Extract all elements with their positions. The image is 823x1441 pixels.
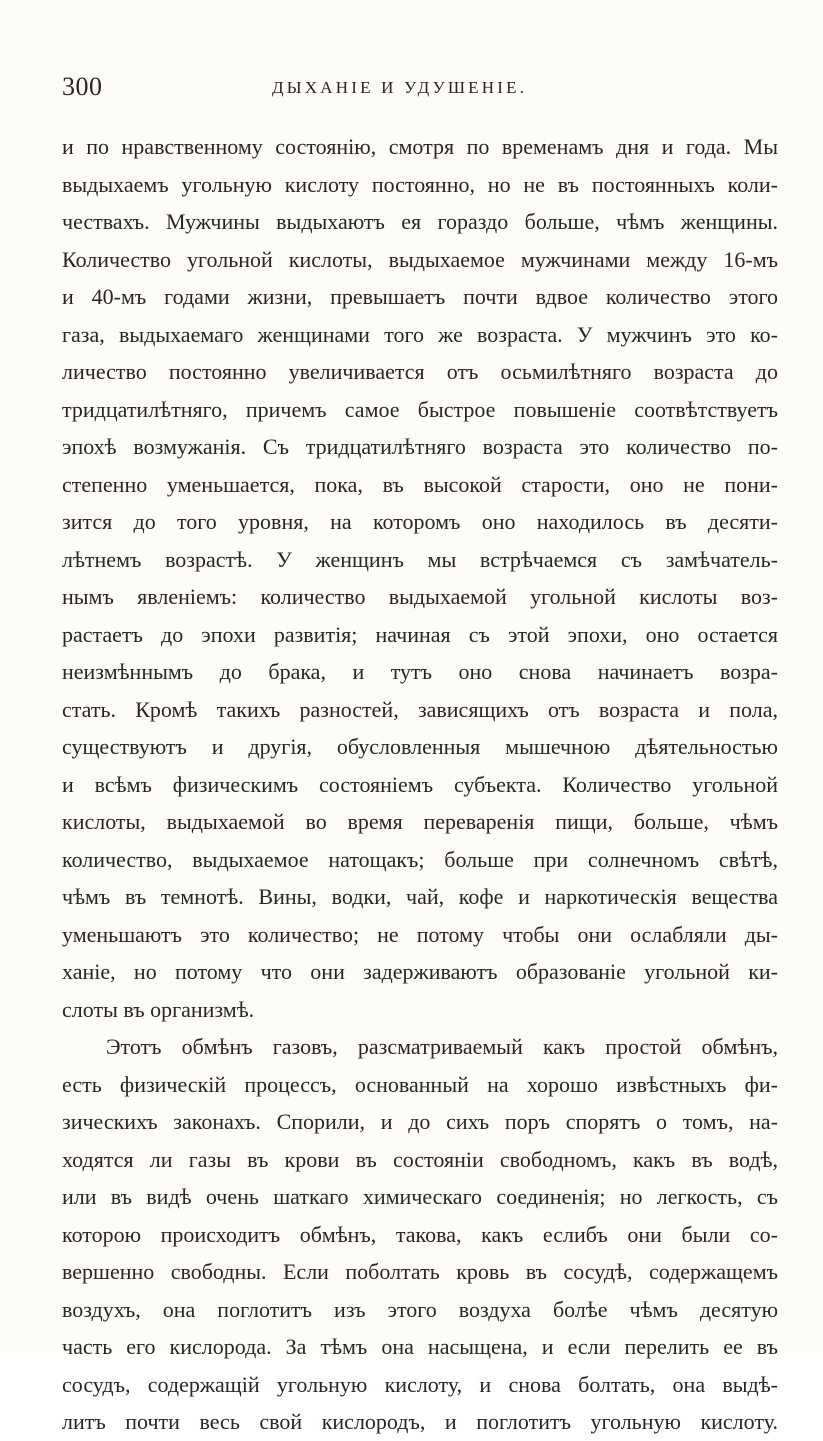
text-line: степенно уменьшается, пока, въ высокой старости, оно не пони- [62,471,778,497]
text-line: часть его кислорода. За тѣмъ она насыщена, и если перелить ее въ [62,1334,778,1359]
text-line: выдыхаемъ угольную кислоту постоянно, но не въ постоянныхъ коли- [62,171,778,197]
text-line: и по нравственному состоянію, смотря по временамъ дня и года. Мы [62,134,778,159]
text-line: чѣмъ въ темнотѣ. Вины, водки, чай, кофе и наркотическія вещества [62,884,778,909]
text-line: есть физическій процессъ, основанный на хорошо извѣстныхъ фи- [62,1071,778,1097]
text-line: существуютъ и другія, обусловленныя мышечною дѣятельностью [62,734,778,759]
text-line: слоты въ организмѣ. [62,996,255,1022]
text-line: неизмѣннымъ до брака, и тутъ оно снова начинаетъ возра- [62,659,778,684]
text-line: эпохѣ возмужанія. Съ тридцатилѣтняго возраста это количество по- [62,434,778,459]
text-line: или въ видѣ очень шаткаго химическаго соединенія; но легкость, съ [62,1184,778,1209]
paragraph-1 [62,128,778,1028]
text-line: сосудъ, содержащій угольную кислоту, и снова болтать, она выдѣ- [62,1371,778,1397]
text-line: Количество угольной кислоты, выдыхаемое мужчинами между 16-мъ [62,246,778,272]
running-head: ДЫХАНІЕ И УДУШЕНІЕ. [272,78,528,97]
text-line: нымъ явленіемъ: количество выдыхаемой угольной кислоты воз- [62,584,778,609]
text-line: и всѣмъ физическимъ состояніемъ субъекта. Количество угольной [62,771,778,797]
text-line: уменьшаютъ это количество; не потому чтобы они ослабляли ды- [62,921,778,947]
text-line: количество, выдыхаемое натощакъ; больше при солнечномъ свѣтѣ, [62,846,778,872]
paragraph-2 [62,1028,778,1441]
text-line: кислоты, выдыхаемой во время переваренія пищи, больше, чѣмъ [62,809,778,834]
text-line: стать. Кромѣ такихъ разностей, зависящихъ отъ возраста и пола, [62,696,778,722]
text-line: и 40-мъ годами жизни, превышаетъ почти вдвое количество этого [62,284,778,309]
text-line: вершенно свободны. Если поболтать кровь въ сосудѣ, содержащемъ [62,1259,778,1284]
text-line: ходятся ли газы въ крови въ состояніи свободномъ, какъ въ водѣ, [62,1146,778,1172]
page-number: 300 [62,72,103,101]
text-line: ханіе, но потому что они задерживаютъ образованіе угольной ки- [62,959,778,984]
text-line: растаетъ до эпохи развитія; начиная съ этой эпохи, оно остается [62,621,778,647]
body-text [62,128,778,1441]
text-line: которою происходитъ обмѣнъ, такова, какъ еслибъ они были со- [62,1221,778,1247]
text-line: чествахъ. Мужчины выдыхаютъ ея гораздо больше, чѣмъ женщины. [62,209,778,234]
text-line: газа, выдыхаемаго женщинами того же возраста. У мужчинъ это ко- [62,321,778,347]
text-line: лѣтнемъ возрастѣ. У женщинъ мы встрѣчаемся съ замѣчатель- [62,546,778,572]
text-line: личество постоянно увеличивается отъ осьмилѣтняго возраста до [62,359,778,384]
text-line: тридцатилѣтняго, причемъ самое быстрое повышеніе соотвѣтствуетъ [62,396,778,422]
text-line: Этотъ обмѣнъ газовъ, разсматриваемый какъ простой обмѣнъ, [106,1034,778,1059]
text-line: зическихъ законахъ. Спорили, и до сихъ поръ спорятъ о томъ, на- [62,1109,778,1134]
text-line: литъ почти весь свой кислородъ, и поглотитъ угольную кислоту. [62,1409,778,1434]
page-header [62,72,782,106]
text-line: зится до того уровня, на которомъ оно находилось въ десяти- [62,509,778,534]
text-line: воздухъ, она поглотитъ изъ этого воздуха болѣе чѣмъ десятую [62,1296,778,1322]
